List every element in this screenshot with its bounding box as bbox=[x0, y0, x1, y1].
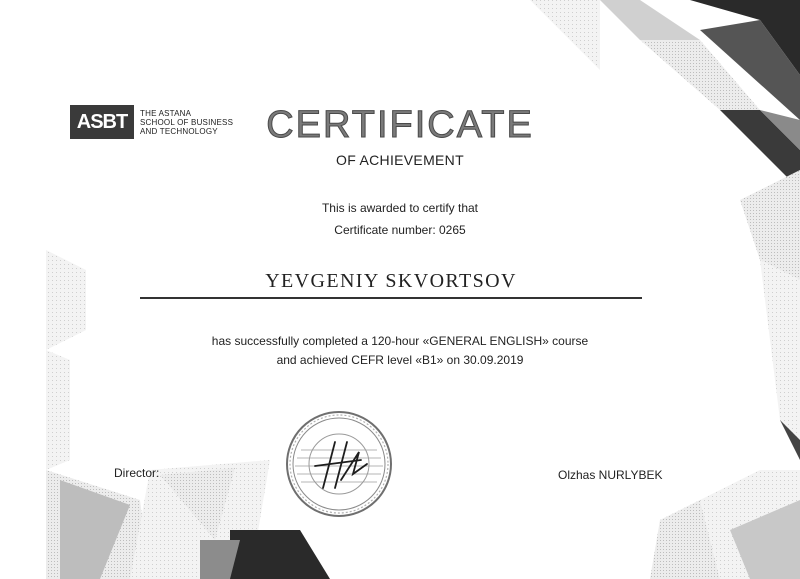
certificate-number-line bbox=[0, 223, 800, 237]
achievement-line-2: and achieved CEFR level «B1» on 30.09.2019 bbox=[276, 353, 524, 367]
name-underline bbox=[140, 297, 642, 299]
recipient-name: YEVGENIY SKVORTSOV bbox=[265, 270, 517, 292]
certificate-number-label: Certificate number: bbox=[334, 223, 436, 237]
certificate-subtitle: OF ACHIEVEMENT bbox=[336, 152, 464, 168]
official-stamp bbox=[283, 408, 395, 520]
logo-line-1: THE ASTANA bbox=[140, 108, 192, 118]
logo-line-2: SCHOOL OF BUSINESS bbox=[140, 117, 234, 127]
logo-mark: ASBT bbox=[70, 105, 134, 139]
director-label: Director: bbox=[114, 466, 160, 480]
signer-name: Olzhas NURLYBEK bbox=[558, 468, 663, 482]
achievement-line-1: has successfully completed a 120-hour «GENERAL ENGLISH» course bbox=[211, 334, 589, 348]
certificate-title: CERTIFICATE bbox=[266, 104, 534, 146]
director-signature bbox=[315, 442, 367, 488]
certificate-number: 0265 bbox=[439, 223, 466, 237]
award-intro: This is awarded to certify that bbox=[321, 201, 479, 215]
logo-line-3: AND TECHNOLOGY bbox=[140, 126, 218, 136]
